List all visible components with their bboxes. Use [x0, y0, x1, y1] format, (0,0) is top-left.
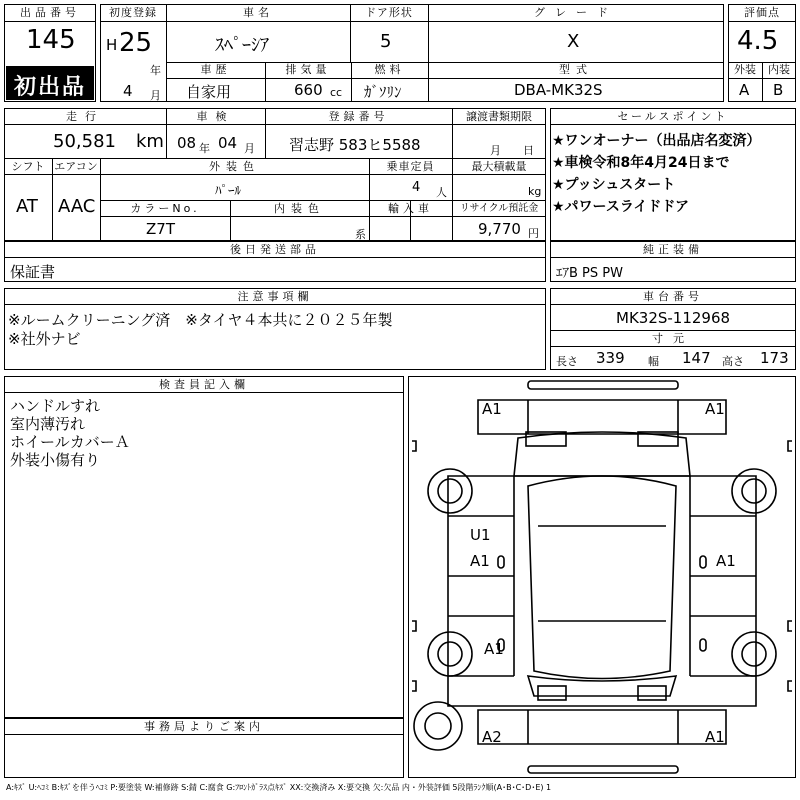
sales-point-item: ★パワースライドドア: [552, 199, 690, 215]
transfer-label: 譲渡書類期限: [466, 110, 532, 123]
options-value: ｴｱB PS PW: [556, 266, 623, 281]
score-value: 4.5: [737, 26, 779, 56]
car-name-value: ｽﾍﾟｰｼｱ: [215, 35, 269, 56]
first-reg-label: 初度登録: [109, 6, 157, 19]
inspector-line: 外装小傷有り: [10, 451, 101, 469]
inspection-year-unit: 年: [199, 142, 210, 155]
interior-label: 内装: [768, 63, 790, 76]
dimensions-label: 寸元: [652, 332, 694, 345]
capacity-unit: 人: [436, 186, 447, 199]
registration-value: 習志野 583ヒ5588: [289, 136, 421, 154]
inspection-month-unit: 月: [244, 142, 255, 155]
sales-point-item: ★プッシュスタート: [552, 177, 676, 193]
color-no-label: カラーNo.: [130, 202, 200, 215]
sales-point-item: ★ワンオーナー（出品店名変済）: [552, 133, 761, 149]
first-reg-month: 4: [123, 82, 133, 100]
int-color-label: 内装色: [274, 202, 325, 215]
mileage-label: 走行: [66, 110, 104, 123]
damage-mark-front-right: A1: [705, 400, 725, 418]
fuel-label: 燃料: [374, 63, 405, 76]
recycle-value: 9,770: [478, 220, 521, 238]
damage-mark-front-left: A1: [482, 400, 502, 418]
options-label: 純正装備: [643, 243, 703, 256]
interior-grade: B: [773, 81, 784, 99]
office-label: 事務局よりご案内: [144, 720, 264, 733]
inspector-line: 室内薄汚れ: [10, 415, 86, 433]
later-parts-value: 保証書: [10, 263, 56, 281]
exterior-grade: A: [739, 81, 750, 99]
height-label: 高さ: [722, 355, 744, 368]
history-label: 車歴: [200, 63, 231, 76]
first-reg-year: 25: [119, 28, 153, 58]
ext-color-value: ﾊﾟｰﾙ: [215, 184, 241, 199]
chassis-label: 車台番号: [643, 290, 703, 303]
damage-mark-rear-left: A2: [482, 728, 502, 746]
inspection-year: 08: [177, 134, 197, 152]
inspector-label: 検査員記入欄: [159, 378, 249, 391]
legend-text: A:ｷｽﾞ U:ﾍｺﾐ B:ｷｽﾞを伴うﾍｺﾐ P:要塗装 W:補修跡 S:錆 C:腐食 G:ﾌﾛﾝﾄｶﾞﾗｽ点ｷｽﾞ XX:交換済み X:要交換 欠:欠品 内・外装評価 5段階ﾗﾝｸ順(A･B･C･D･E) 1: [6, 783, 552, 792]
score-label: 評価点: [744, 6, 780, 19]
ext-color-label: 外装色: [209, 160, 260, 173]
int-color-unit: 系: [355, 228, 366, 241]
later-parts-label: 後日発送部品: [230, 243, 320, 256]
notes-line: ※ルームクリーニング済 ※タイヤ４本共に２０２５年製: [8, 311, 393, 329]
transfer-month-unit: 月: [490, 144, 501, 157]
model-code-label: 型式: [559, 63, 593, 76]
inspection-label: 車検: [196, 110, 235, 123]
length-label: 長さ: [556, 355, 578, 368]
first-reg-era: H: [106, 36, 118, 54]
transfer-day-unit: 日: [523, 144, 534, 157]
capacity-value: 4: [412, 180, 421, 195]
recycle-label: リサイクル預託金: [459, 203, 539, 214]
listing-number: 145: [26, 25, 76, 55]
first-reg-year-unit: 年: [150, 64, 161, 77]
import-label: 輸入車: [388, 202, 433, 215]
aircon-label: エアコン: [54, 160, 98, 173]
color-no-value: Z7T: [146, 220, 175, 238]
sales-points-label: セールスポイント: [617, 110, 729, 123]
displacement-label: 排気量: [285, 63, 331, 76]
inspector-line: ホイールカバーＡ: [10, 433, 130, 451]
damage-mark-left-upper-2: A1: [470, 552, 490, 570]
first-listing-badge-text: 初出品: [13, 75, 86, 100]
damage-mark-left-upper-1: U1: [470, 526, 491, 544]
height-value: 173: [760, 349, 789, 367]
sales-point-item: ★車検令和8年4月24日まで: [552, 155, 730, 171]
load-label: 最大積載量: [471, 160, 527, 173]
displacement-unit: cc: [330, 86, 343, 99]
doors-value: 5: [380, 31, 392, 52]
first-reg-month-unit: 月: [150, 89, 161, 102]
shift-label: シフト: [11, 160, 45, 173]
history-value: 自家用: [186, 83, 232, 101]
mileage-unit: km: [136, 131, 164, 152]
damage-mark-left-lower: A1: [484, 640, 504, 658]
damage-mark-rear-right: A1: [705, 728, 725, 746]
exterior-label: 外装: [734, 63, 756, 76]
model-code-value: DBA-MK32S: [514, 81, 603, 99]
notes-label: 注意事項欄: [237, 290, 313, 303]
width-label: 幅: [648, 355, 659, 368]
car-diagram: [408, 376, 796, 778]
mileage-value: 50,581: [53, 131, 116, 152]
load-unit: kg: [528, 185, 542, 198]
listing-label: 出品番号: [20, 6, 80, 19]
grade-label: グレード: [534, 6, 618, 19]
chassis-number: MK32S-112968: [616, 309, 731, 327]
car-name-label: 車名: [243, 6, 273, 19]
length-value: 339: [596, 349, 625, 367]
displacement-value: 660: [294, 81, 323, 99]
aircon-value: AAC: [58, 196, 96, 217]
shift-value: AT: [16, 196, 38, 217]
notes-line: ※社外ナビ: [8, 330, 81, 348]
doors-label: ドア形状: [365, 6, 413, 19]
recycle-unit: 円: [528, 227, 539, 240]
registration-label: 登録番号: [328, 110, 389, 123]
inspection-month: 04: [218, 134, 238, 152]
fuel-value: ｶﾞｿﾘﾝ: [364, 83, 402, 101]
inspector-line: ハンドルすれ: [10, 397, 101, 415]
width-value: 147: [682, 349, 711, 367]
capacity-label: 乗車定員: [386, 160, 435, 173]
grade-value: X: [567, 31, 580, 52]
damage-mark-right-mid: A1: [716, 552, 736, 570]
